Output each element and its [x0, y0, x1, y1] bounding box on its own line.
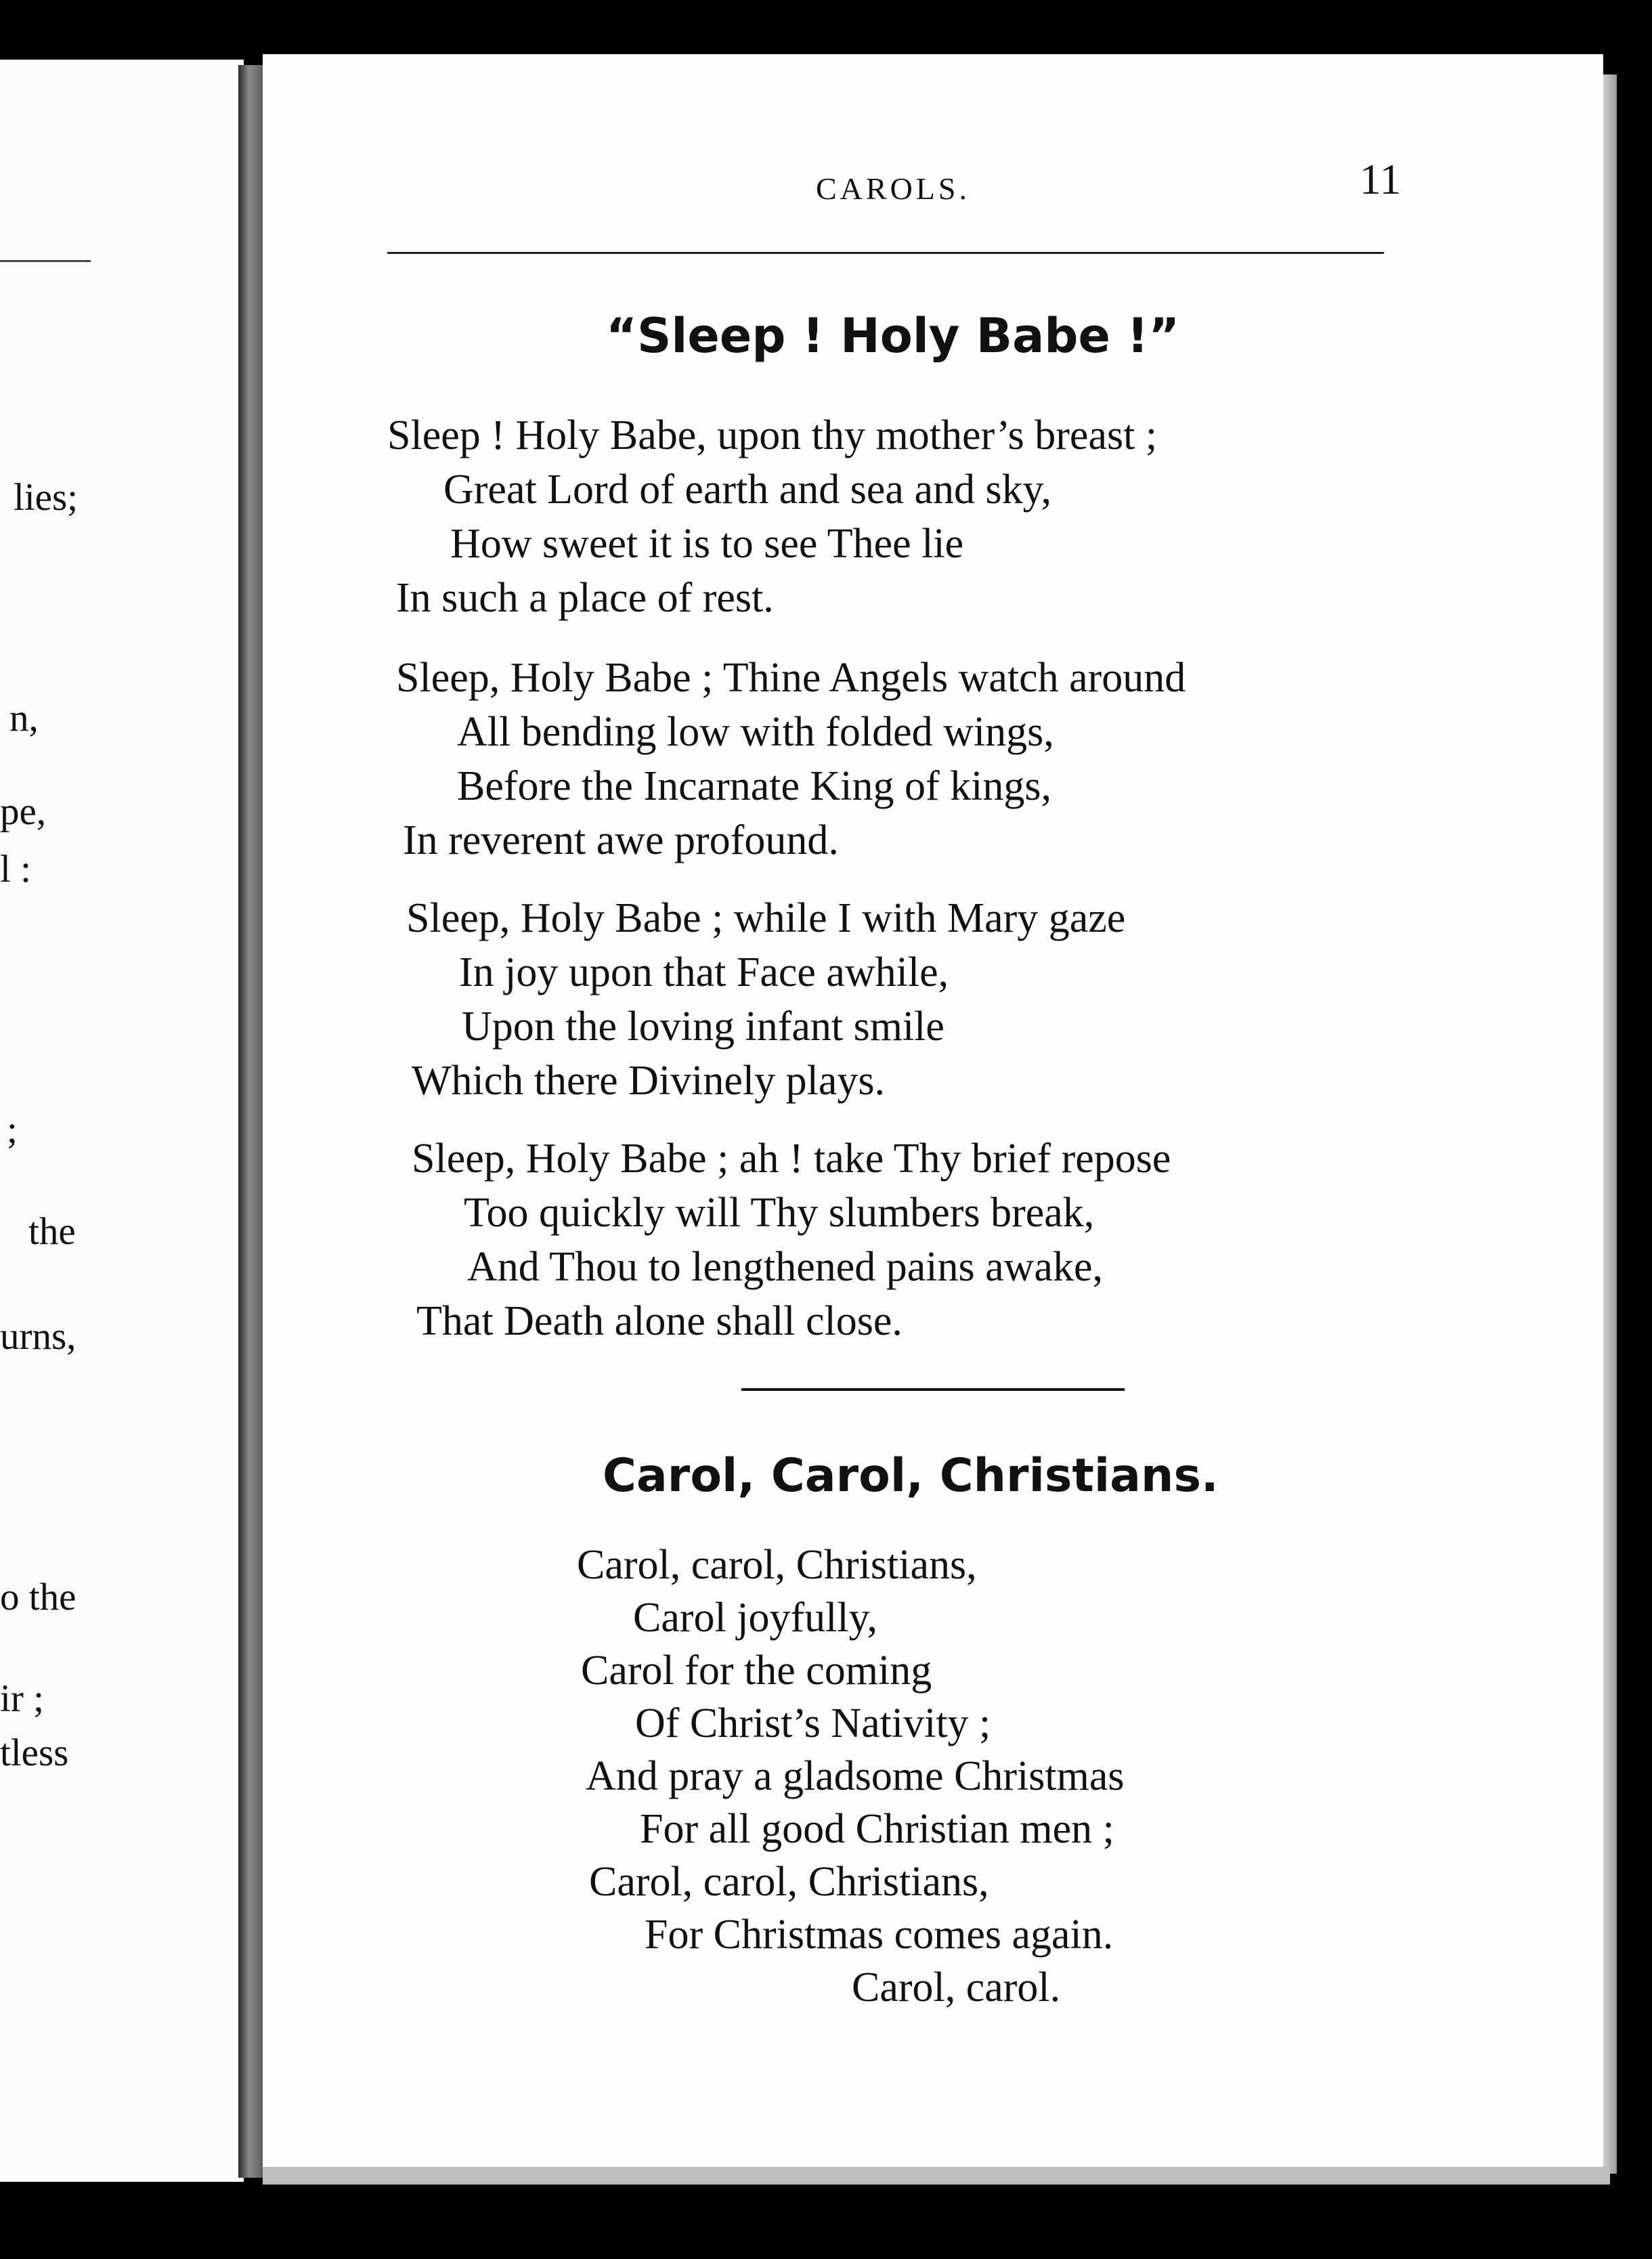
poem-line: Which there Divinely plays.	[412, 1058, 886, 1104]
poem-line: Upon the loving infant smile	[462, 1004, 944, 1050]
poem-line: Of Christ’s Nativity ;	[635, 1700, 991, 1746]
poem-line: And pray a gladsome Christmas	[586, 1753, 1125, 1799]
left-fragment: ir ;	[0, 1677, 44, 1720]
left-fragment: pe,	[0, 790, 47, 833]
poem-line: All bending low with folded wings,	[457, 709, 1054, 755]
poem-title: “Sleep ! Holy Babe !”	[606, 308, 1180, 364]
poem-line: Carol, carol.	[852, 1964, 1061, 2010]
left-fragment: tless	[0, 1731, 69, 1774]
poem-line: Sleep ! Holy Babe, upon thy mother’s breast ;	[387, 412, 1158, 458]
page-bottom-edge	[263, 2167, 1610, 2185]
page-number: 11	[1360, 155, 1401, 203]
left-page	[0, 60, 244, 2182]
left-fragment: o the	[0, 1576, 77, 1618]
poem-line: Great Lord of earth and sea and sky,	[443, 467, 1052, 513]
left-fragment: l :	[0, 848, 31, 890]
poem-line: And Thou to lengthened pains awake,	[467, 1244, 1103, 1290]
poem-line: Sleep, Holy Babe ; Thine Angels watch around	[396, 655, 1186, 701]
poem-line: That Death alone shall close.	[416, 1298, 903, 1344]
poem-line: For Christmas comes again.	[645, 1912, 1114, 1958]
left-fragment: ;	[7, 1109, 18, 1151]
poem-line: For all good Christian men ;	[640, 1806, 1114, 1852]
left-fragment: n,	[9, 697, 39, 739]
section-divider	[741, 1388, 1125, 1391]
header-rule	[387, 252, 1384, 254]
poem-line: Carol joyfully,	[633, 1595, 878, 1641]
poem-line: Carol for the coming	[581, 1648, 932, 1694]
poem-line: In such a place of rest.	[396, 575, 774, 621]
running-head: CAROLS.	[816, 171, 970, 206]
left-fragment: the	[28, 1210, 76, 1253]
left-fragment: lies;	[14, 476, 78, 519]
poem-line: In reverent awe profound.	[403, 817, 839, 863]
poem-line: Carol, carol, Christians,	[577, 1542, 977, 1588]
poem-line: How sweet it is to see Thee lie	[450, 521, 964, 567]
poem-line: Before the Incarnate King of kings,	[457, 763, 1052, 809]
poem-line: Too quickly will Thy slumbers break,	[464, 1190, 1095, 1236]
left-page-rule	[0, 260, 91, 262]
poem-title: Carol, Carol, Christians.	[603, 1449, 1219, 1503]
poem-line: Carol, carol, Christians,	[589, 1859, 989, 1905]
book-gutter	[238, 65, 265, 2178]
poem-line: Sleep, Holy Babe ; while I with Mary gaze	[406, 895, 1126, 941]
poem-line: In joy upon that Face awhile,	[459, 949, 949, 995]
left-fragment: urns,	[0, 1315, 77, 1358]
poem-line: Sleep, Holy Babe ; ah ! take Thy brief repose	[412, 1136, 1171, 1182]
page-edge	[1603, 74, 1617, 2174]
